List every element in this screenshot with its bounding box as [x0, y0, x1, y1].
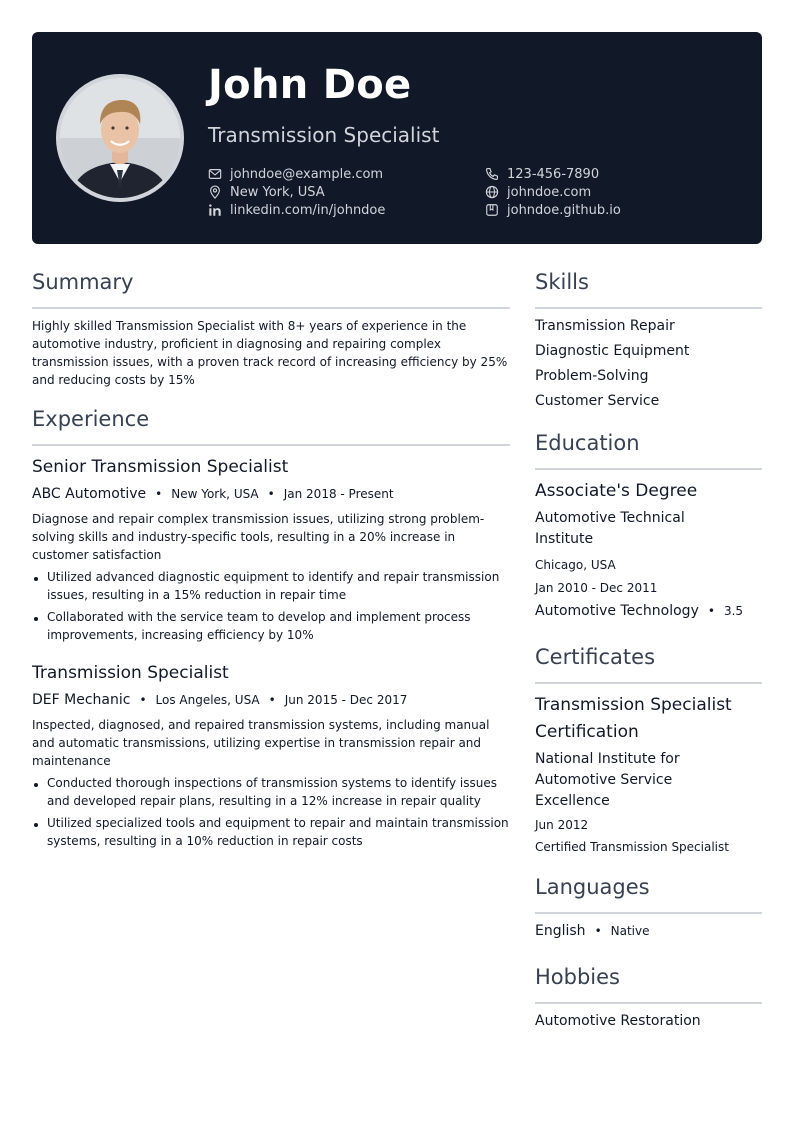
- list-item: Collaborated with the service team to develop and implement process improvements, increasing efficiency by 10%: [32, 608, 510, 644]
- skill-item: Diagnostic Equipment: [535, 343, 690, 359]
- location-pin-icon: [208, 185, 222, 199]
- education-institution: Automotive Technical Institute: [535, 510, 685, 547]
- resume-header: [32, 32, 762, 244]
- job-description-2: Inspected, diagnosed, and repaired transmission systems, including manual and automatic transmissions, utilizing expertise in transmission repair and maintenance: [32, 718, 490, 768]
- job-title-2: Transmission Specialist: [32, 663, 229, 683]
- languages-divider: [535, 912, 762, 914]
- job-company-1: ABC Automotive: [32, 486, 147, 502]
- profile-photo: [60, 78, 180, 198]
- github-icon: [485, 203, 499, 217]
- contact-phone[interactable]: [485, 165, 599, 183]
- certificate-description: Certified Transmission Specialist: [535, 840, 729, 854]
- experience-divider: [32, 444, 510, 446]
- certificate-date: Jun 2012: [535, 818, 589, 832]
- job-location-2: Los Angeles, USA: [155, 693, 260, 707]
- separator-dot: •: [268, 693, 276, 707]
- globe-icon: [485, 185, 499, 199]
- list-item: Utilized advanced diagnostic equipment to identify and repair transmission issues, resulting in a 15% reduction in repair time: [32, 568, 510, 604]
- certificate-title: Transmission Specialist Certification: [535, 695, 732, 742]
- separator-dot: •: [155, 487, 163, 501]
- language-level: Native: [610, 924, 650, 938]
- contact-location: [208, 183, 325, 201]
- candidate-title: Transmission Specialist: [208, 123, 440, 147]
- separator-dot: •: [594, 924, 602, 938]
- phone-text: 123-456-7890: [507, 166, 600, 182]
- contact-website[interactable]: [485, 183, 591, 201]
- languages-heading: Languages: [535, 875, 650, 899]
- language-name: English: [535, 923, 586, 939]
- experience-heading: Experience: [32, 407, 150, 431]
- list-item: Conducted thorough inspections of transmission systems to identify issues and developed repair plans, resulting in a 12% increase in repair quality: [32, 774, 510, 810]
- job-meta-1: [32, 486, 394, 502]
- education-degree: Associate's Degree: [535, 481, 698, 501]
- certificate-issuer: National Institute for Automotive Service Excellence: [535, 751, 680, 809]
- education-heading: Education: [535, 431, 640, 455]
- summary-text: Highly skilled Transmission Specialist with 8+ years of experience in the automotive industry, proficient in diagnosing and repairing complex transmission issues, with a proven track record of increasing efficiency by 25% and reducing costs by 15%: [32, 319, 508, 387]
- education-field: Automotive Technology: [535, 603, 699, 619]
- summary-divider: [32, 307, 510, 309]
- language-row: [535, 923, 650, 939]
- education-location: Chicago, USA: [535, 558, 616, 572]
- linkedin-text: linkedin.com/in/johndoe: [230, 202, 386, 218]
- job-bullets-1: [32, 568, 510, 648]
- summary-heading: Summary: [32, 270, 134, 294]
- contact-email[interactable]: [208, 165, 383, 183]
- location-text: New York, USA: [230, 184, 325, 200]
- skill-item: Problem-Solving: [535, 368, 649, 384]
- skills-heading: Skills: [535, 270, 589, 294]
- job-description-1: Diagnose and repair complex transmission issues, utilizing strong problem-solving skills and industry-specific tools, resulting in a 20% increase in customer satisfaction: [32, 512, 485, 562]
- hobby-item: Automotive Restoration: [535, 1013, 701, 1029]
- job-title-1: Senior Transmission Specialist: [32, 457, 289, 477]
- skill-item: Transmission Repair: [535, 318, 675, 334]
- contact-github[interactable]: [485, 201, 621, 219]
- education-divider: [535, 468, 762, 470]
- job-dates-2: Jun 2015 - Dec 2017: [284, 693, 408, 707]
- linkedin-icon: [208, 203, 222, 217]
- candidate-name: John Doe: [208, 62, 412, 108]
- skills-divider: [535, 307, 762, 309]
- separator-dot: •: [707, 604, 715, 618]
- certificates-heading: Certificates: [535, 645, 656, 669]
- envelope-icon: [208, 167, 222, 181]
- hobbies-divider: [535, 1002, 762, 1004]
- job-bullets-2: [32, 774, 510, 854]
- website-text: johndoe.com: [507, 184, 592, 200]
- hobbies-heading: Hobbies: [535, 965, 620, 989]
- separator-dot: •: [139, 693, 147, 707]
- phone-icon: [485, 167, 499, 181]
- certificates-divider: [535, 682, 762, 684]
- job-dates-1: Jan 2018 - Present: [283, 487, 394, 501]
- education-dates: Jan 2010 - Dec 2011: [535, 581, 658, 595]
- job-meta-2: [32, 692, 407, 708]
- job-company-2: DEF Mechanic: [32, 692, 131, 708]
- email-text: johndoe@example.com: [230, 166, 384, 182]
- separator-dot: •: [267, 487, 275, 501]
- skill-item: Customer Service: [535, 393, 660, 409]
- github-text: johndoe.github.io: [507, 202, 621, 218]
- job-location-1: New York, USA: [171, 487, 259, 501]
- education-field-row: [535, 603, 743, 619]
- avatar: [56, 74, 184, 202]
- education-gpa: 3.5: [723, 604, 744, 618]
- contact-linkedin[interactable]: [208, 201, 385, 219]
- list-item: Utilized specialized tools and equipment to repair and maintain transmission systems, resulting in a 10% reduction in repair costs: [32, 814, 510, 850]
